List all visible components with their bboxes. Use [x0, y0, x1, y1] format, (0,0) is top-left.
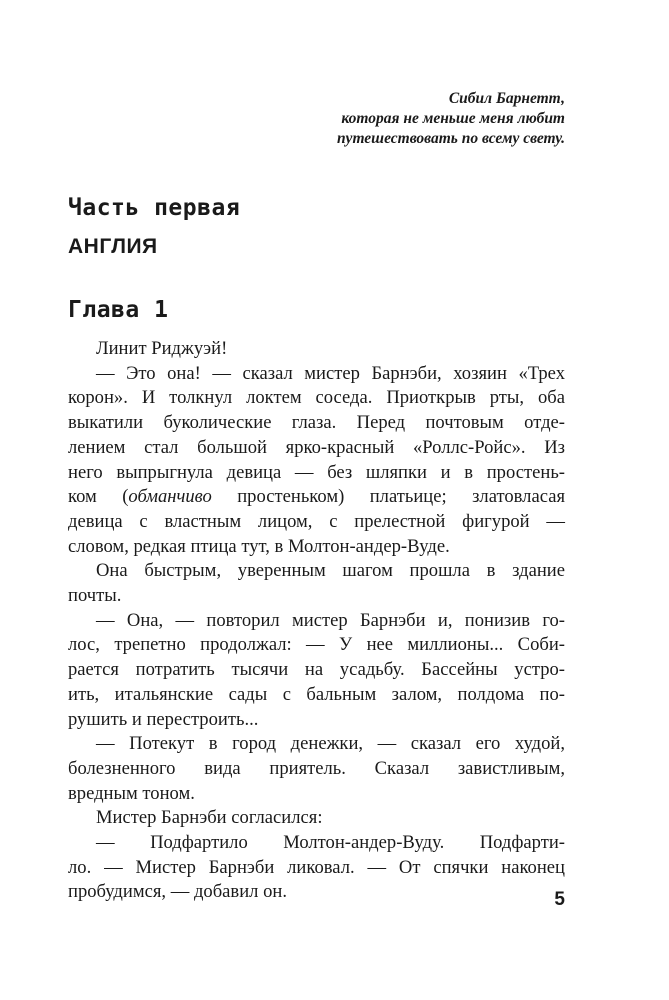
- text-fragment: ком (: [68, 486, 129, 508]
- text-line: вредным тоном.: [68, 782, 195, 804]
- epigraph-line: которая не меньше меня любит: [341, 110, 565, 127]
- text-line: девица с властным лицом, с прелестной фигурой —: [68, 510, 565, 532]
- text-line: Линит Риджуэй!: [96, 338, 228, 359]
- epigraph-line: путешествовать по всему свету.: [336, 130, 565, 147]
- text-line: [68, 485, 565, 510]
- chapter-title: Глава 1: [68, 297, 169, 323]
- text-line: — Она, — повторил мистер Барнэби и, понизив го-: [96, 609, 565, 631]
- text-line: рается потратить тысячи на усадьбу. Бассейны устро-: [68, 659, 565, 681]
- text-line: рушить и перестроить...: [68, 708, 259, 730]
- text-line: лос, трепетно продолжал: — У нее миллионы... Соби-: [68, 634, 565, 656]
- text-line: — Потекут в город денежки, — сказал его худой,: [96, 733, 565, 755]
- text-line: лением стал большой ярко-красный «Роллс-Ройс». Из: [68, 436, 565, 458]
- text-fragment: простеньком) платьице; златовласая: [211, 486, 565, 508]
- page-number: 5: [554, 889, 565, 910]
- text-line: выкатили буколические глаза. Перед почтовым отде-: [68, 412, 565, 434]
- epigraph-line: Сибил Барнетт,: [448, 90, 565, 107]
- text-line: словом, редкая птица тут, в Молтон-андер-Вуде.: [68, 535, 450, 557]
- text-line: ло. — Мистер Барнэби ликовал. — От спячки наконец: [68, 856, 565, 878]
- text-line: — Подфартило Молтон-андер-Вуду. Подфарти-: [96, 832, 565, 854]
- text-line: пробудимся, — добавил он.: [68, 881, 287, 903]
- epigraph: [337, 89, 565, 149]
- text-line: — Это она! — сказал мистер Барнэби, хозяин «Трех: [96, 362, 565, 384]
- text-line: Мистер Барнэби согласился:: [96, 807, 323, 829]
- chapter-body: [68, 337, 565, 905]
- text-line: корон». И толкнул локтем соседа. Приоткрыв рты, оба: [68, 387, 565, 409]
- text-line: него выпрыгнула девица — без шляпки и в простень-: [68, 461, 565, 483]
- text-line: ить, итальянские сады с бальным залом, полдома по-: [68, 683, 565, 705]
- italic-word: обманчиво: [128, 486, 212, 508]
- text-line: болезненного вида приятель. Сказал завистливым,: [68, 757, 565, 779]
- part-subtitle: АНГЛИЯ: [68, 235, 158, 258]
- text-line: Она быстрым, уверенным шагом прошла в здание: [96, 560, 565, 582]
- part-title: Часть первая: [68, 195, 241, 221]
- text-line: почты.: [68, 585, 122, 607]
